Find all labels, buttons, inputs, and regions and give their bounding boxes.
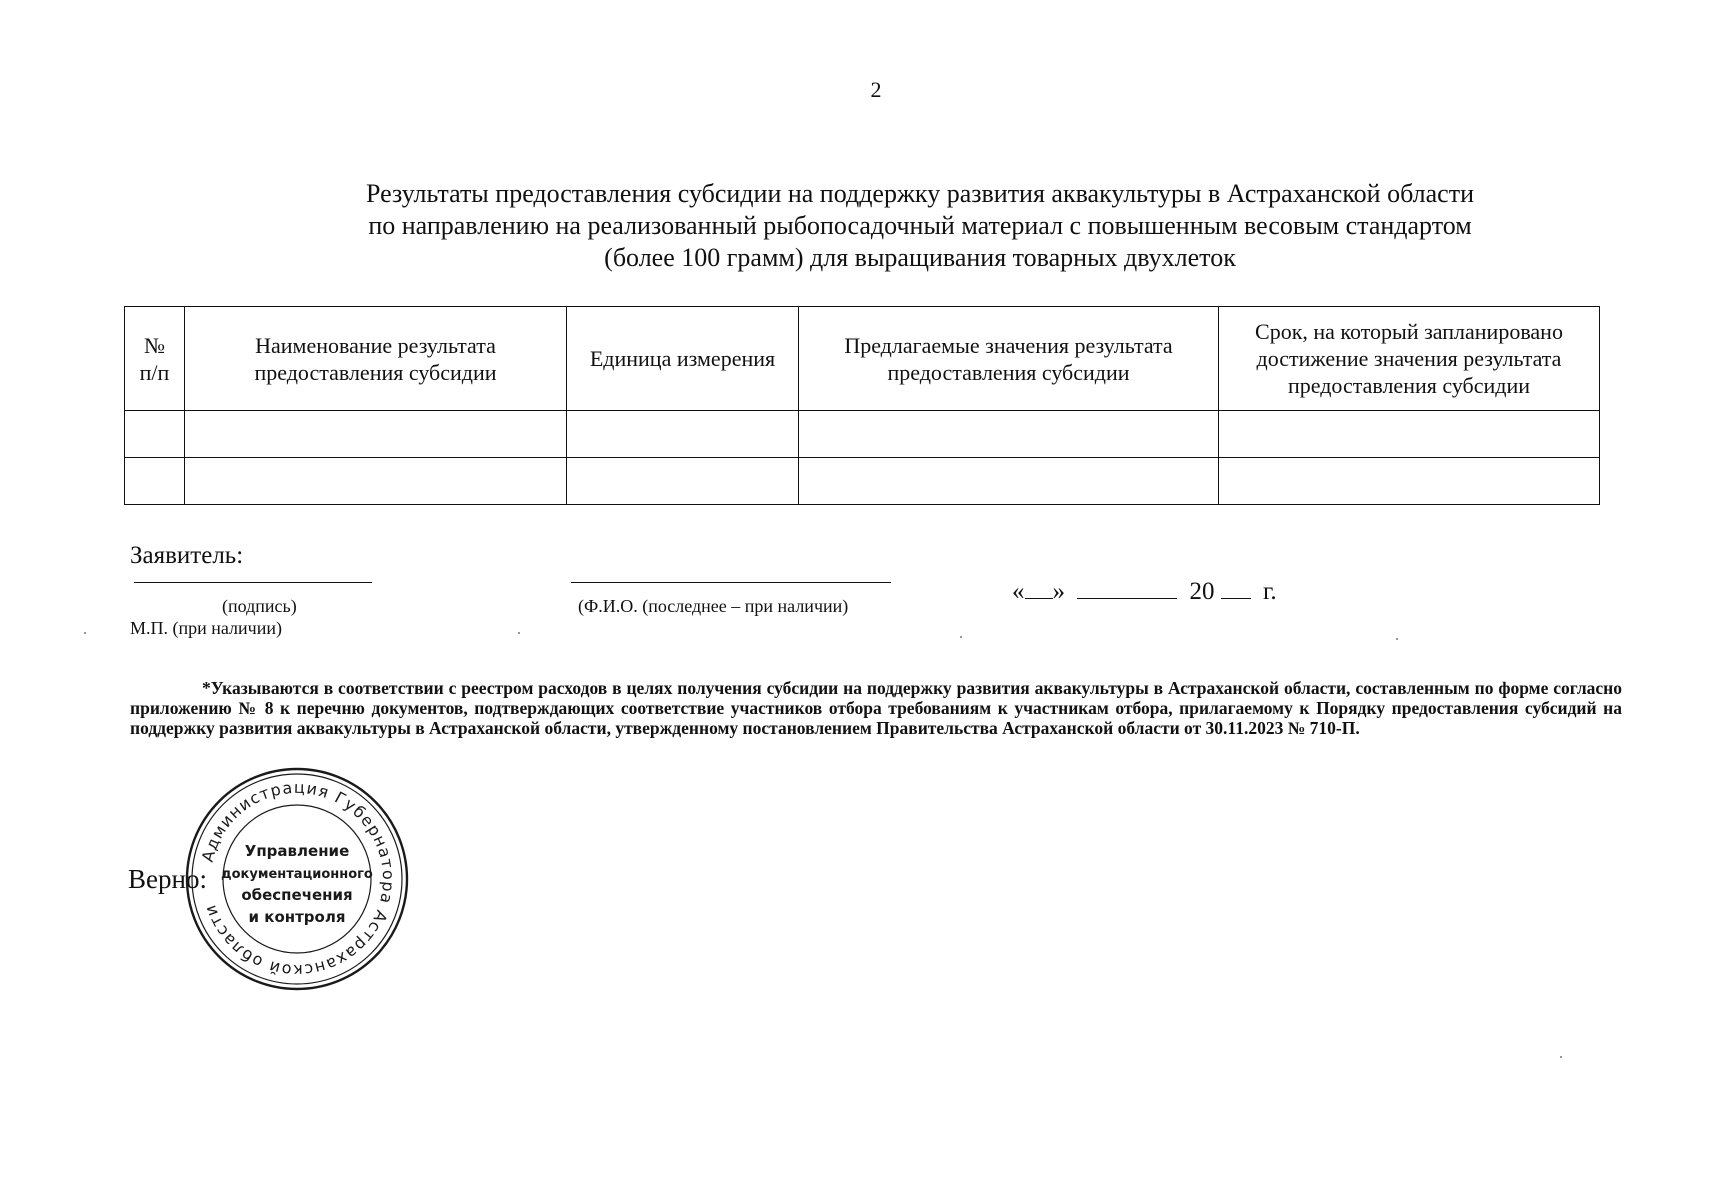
- seal-caption: М.П. (при наличии): [130, 618, 282, 638]
- title-line-1: Результаты предоставления субсидии на поддержку развития аквакультуры в Астраханской области: [366, 179, 1474, 208]
- table-cell[interactable]: [185, 411, 567, 458]
- title-line-3: (более 100 грамм) для выращивания товарных двухлеток: [604, 243, 1236, 272]
- month-blank[interactable]: [1077, 578, 1177, 599]
- col-header-unit: Единица измерения: [567, 307, 799, 411]
- scan-speck: [960, 636, 962, 638]
- stamp-center-line-4: и контроля: [248, 908, 346, 926]
- table-cell[interactable]: [125, 458, 185, 505]
- col-header-deadline: Срок, на который запланировано достижение значения результата предоставления субсидии: [1219, 307, 1600, 411]
- results-table: [124, 306, 1600, 505]
- scan-speck: [518, 632, 520, 634]
- table-cell[interactable]: [125, 411, 185, 458]
- date-close-quote: »: [1052, 578, 1065, 605]
- table-cell[interactable]: [1219, 411, 1600, 458]
- page-number: 2: [870, 77, 882, 102]
- year-blank[interactable]: [1221, 578, 1251, 599]
- stamp-center-line-2: документационного: [221, 867, 373, 882]
- year-prefix: 20: [1189, 578, 1215, 605]
- col-header-proposed-values: Предлагаемые значения результата предоставления субсидии: [799, 307, 1219, 411]
- table-cell[interactable]: [799, 411, 1219, 458]
- title-line-2: по направлению на реализованный рыбопосадочный материал с повышенным весовым стандартом: [368, 211, 1472, 240]
- stamp-center-line-3: обеспечения: [241, 886, 353, 904]
- day-blank[interactable]: [1025, 578, 1053, 599]
- scan-speck: [1396, 638, 1398, 640]
- col-header-number: № п/п: [125, 307, 185, 411]
- stamp-center-line-1: Управление: [244, 842, 350, 860]
- verno-label: Верно:: [128, 864, 207, 894]
- table-header-row: [125, 307, 1600, 411]
- col-header-result-name: Наименование результата предоставления субсидии: [185, 307, 567, 411]
- table-row: [125, 458, 1600, 505]
- table-cell[interactable]: [799, 458, 1219, 505]
- table-cell[interactable]: [185, 458, 567, 505]
- table-cell[interactable]: [567, 458, 799, 505]
- signature-caption: (подпись): [222, 596, 297, 616]
- signature-line[interactable]: [134, 582, 372, 583]
- year-suffix: г.: [1263, 578, 1277, 605]
- scan-speck: [84, 632, 86, 634]
- stamp-ring-text: Администрация Губернатора Астраханской области: [197, 777, 399, 981]
- table-row: [125, 411, 1600, 458]
- table-cell[interactable]: [567, 411, 799, 458]
- date-line: [1012, 578, 1277, 606]
- full-name-line[interactable]: [571, 582, 891, 583]
- document-title: [220, 178, 1620, 274]
- full-name-caption: (Ф.И.О. (последнее – при наличии): [578, 596, 849, 616]
- table-cell[interactable]: [1219, 458, 1600, 505]
- date-open-quote: «: [1012, 578, 1025, 605]
- applicant-label: Заявитель:: [130, 542, 244, 569]
- footnote: *Указываются в соответствии с реестром расходов в целях получения субсидии на поддержку развития аквакультуры в Астраханской области, составленным по форме согласно приложению № 8 к перечню документов, подтверждающих соответствие участников отбора требованиям к участникам отбора, прилагаемому к Порядку предоставления субсидий на поддержку развития аквакультуры в Астраханской области, утвержденному постановлением Правительства Астраханской области от 30.11.2023 № 710-П.: [130, 678, 1622, 738]
- official-stamp: [184, 766, 410, 992]
- scan-speck: [1560, 1056, 1562, 1058]
